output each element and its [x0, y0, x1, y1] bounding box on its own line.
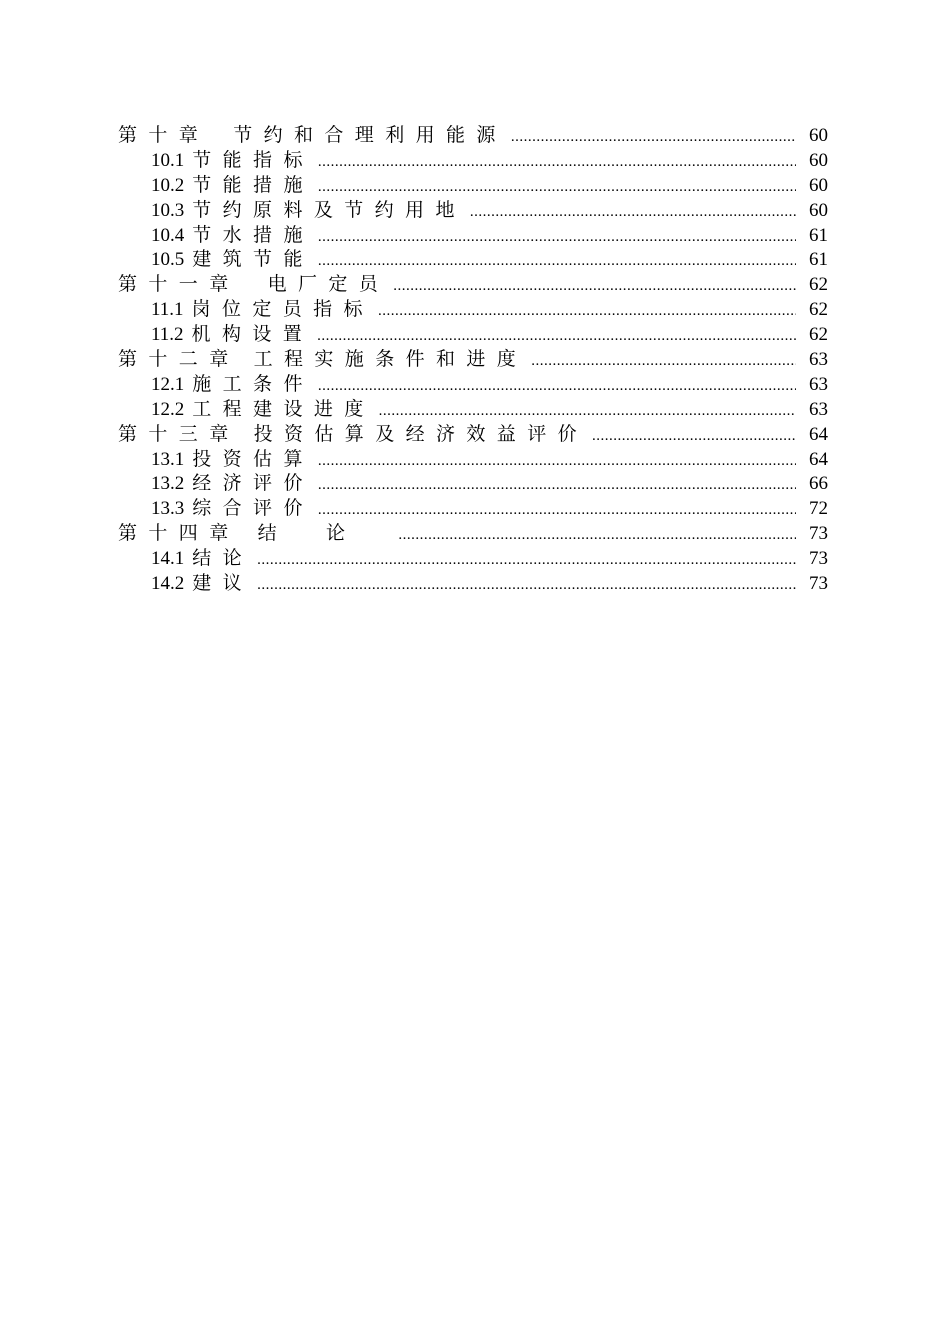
toc-section-entry[interactable]	[118, 199, 828, 224]
section-title: 节能措施	[192, 174, 314, 196]
dot-leader	[318, 498, 796, 523]
toc-section-entry[interactable]	[118, 448, 828, 473]
page-number: 62	[809, 299, 828, 321]
dot-leader	[393, 274, 796, 299]
section-title: 节水措施	[192, 224, 314, 246]
section-number: 10.3	[151, 199, 185, 221]
section-title: 投资估算	[192, 448, 314, 470]
section-number: 13.2	[151, 473, 185, 495]
page-number: 61	[809, 249, 828, 271]
table-of-contents	[118, 124, 828, 597]
dot-leader	[257, 548, 796, 573]
toc-chapter-entry[interactable]	[118, 423, 828, 448]
chapter-title: 电厂定员	[267, 274, 390, 296]
dot-leader	[257, 573, 796, 598]
dot-leader	[318, 150, 796, 175]
section-title: 节能指标	[192, 149, 314, 171]
page-number: 60	[809, 174, 828, 196]
section-number: 11.2	[151, 324, 184, 346]
chapter-number: 第十章	[118, 125, 210, 146]
chapter-title: 工程实施条件和进度	[253, 349, 528, 371]
page-number: 62	[809, 274, 828, 296]
dot-leader	[592, 424, 796, 449]
chapter-number: 第十一章	[118, 274, 240, 296]
section-title: 工程建设进度	[192, 398, 375, 420]
section-title: 综合评价	[192, 498, 314, 520]
section-number: 12.2	[151, 398, 185, 420]
dot-leader	[470, 200, 796, 225]
dot-leader	[379, 399, 796, 424]
section-title: 经济评价	[192, 473, 314, 495]
section-number: 10.1	[151, 149, 185, 171]
toc-section-entry[interactable]	[118, 248, 828, 273]
section-number: 11.1	[151, 299, 184, 321]
section-number: 13.1	[151, 448, 185, 470]
page-number: 73	[809, 523, 828, 545]
page-number: 64	[809, 448, 828, 470]
section-title: 机构设置	[191, 324, 314, 346]
page-number: 72	[809, 498, 828, 520]
toc-section-entry[interactable]	[118, 472, 828, 497]
dot-leader	[511, 125, 796, 150]
section-title: 节约原料及节约用地	[192, 199, 466, 221]
dot-leader	[318, 374, 796, 399]
chapter-number: 第十四章	[118, 523, 240, 545]
section-number: 14.1	[151, 548, 185, 570]
toc-chapter-entry[interactable]	[118, 273, 828, 298]
page-number: 61	[809, 224, 828, 246]
section-number: 10.5	[151, 249, 185, 271]
dot-leader	[318, 449, 796, 474]
dot-leader	[531, 349, 796, 374]
toc-chapter-entry[interactable]	[118, 124, 828, 149]
dot-leader	[318, 175, 796, 200]
chapter-number: 第十三章	[118, 423, 240, 445]
toc-section-entry[interactable]	[118, 298, 828, 323]
toc-section-entry[interactable]	[118, 398, 828, 423]
section-number: 10.2	[151, 174, 185, 196]
section-number: 14.2	[151, 573, 185, 595]
dot-leader	[317, 324, 796, 349]
dot-leader	[318, 249, 796, 274]
dot-leader	[318, 473, 796, 498]
toc-section-entry[interactable]	[118, 174, 828, 199]
chapter-title: 结论	[257, 523, 395, 545]
toc-section-entry[interactable]	[118, 149, 828, 174]
page-number: 60	[809, 125, 828, 146]
dot-leader	[318, 225, 796, 250]
section-title: 施工条件	[192, 373, 314, 395]
section-number: 12.1	[151, 373, 185, 395]
page-number: 63	[809, 373, 828, 395]
section-title: 建筑节能	[192, 249, 314, 271]
page-number: 73	[809, 573, 828, 595]
toc-chapter-entry[interactable]	[118, 522, 828, 547]
section-title: 建议	[192, 573, 254, 595]
toc-section-entry[interactable]	[118, 497, 828, 522]
page-number: 73	[809, 548, 828, 570]
chapter-title: 节约和合理利用能源	[233, 125, 507, 146]
toc-section-entry[interactable]	[118, 323, 828, 348]
page-number: 62	[809, 324, 828, 346]
section-title: 结论	[192, 548, 254, 570]
section-number: 13.3	[151, 498, 185, 520]
page-number: 66	[809, 473, 828, 495]
page-number: 64	[809, 423, 828, 445]
page-number: 63	[809, 398, 828, 420]
page-number: 63	[809, 349, 828, 371]
section-number: 10.4	[151, 224, 185, 246]
page-number: 60	[809, 149, 828, 171]
dot-leader	[398, 523, 796, 548]
toc-section-entry[interactable]	[118, 224, 828, 249]
chapter-title: 投资估算及经济效益评价	[253, 423, 589, 445]
dot-leader	[378, 299, 796, 324]
toc-section-entry[interactable]	[118, 547, 828, 572]
chapter-number: 第十二章	[118, 349, 240, 371]
toc-section-entry[interactable]	[118, 373, 828, 398]
page-number: 60	[809, 199, 828, 221]
toc-chapter-entry[interactable]	[118, 348, 828, 373]
section-title: 岗位定员指标	[191, 299, 374, 321]
toc-section-entry[interactable]	[118, 572, 828, 597]
